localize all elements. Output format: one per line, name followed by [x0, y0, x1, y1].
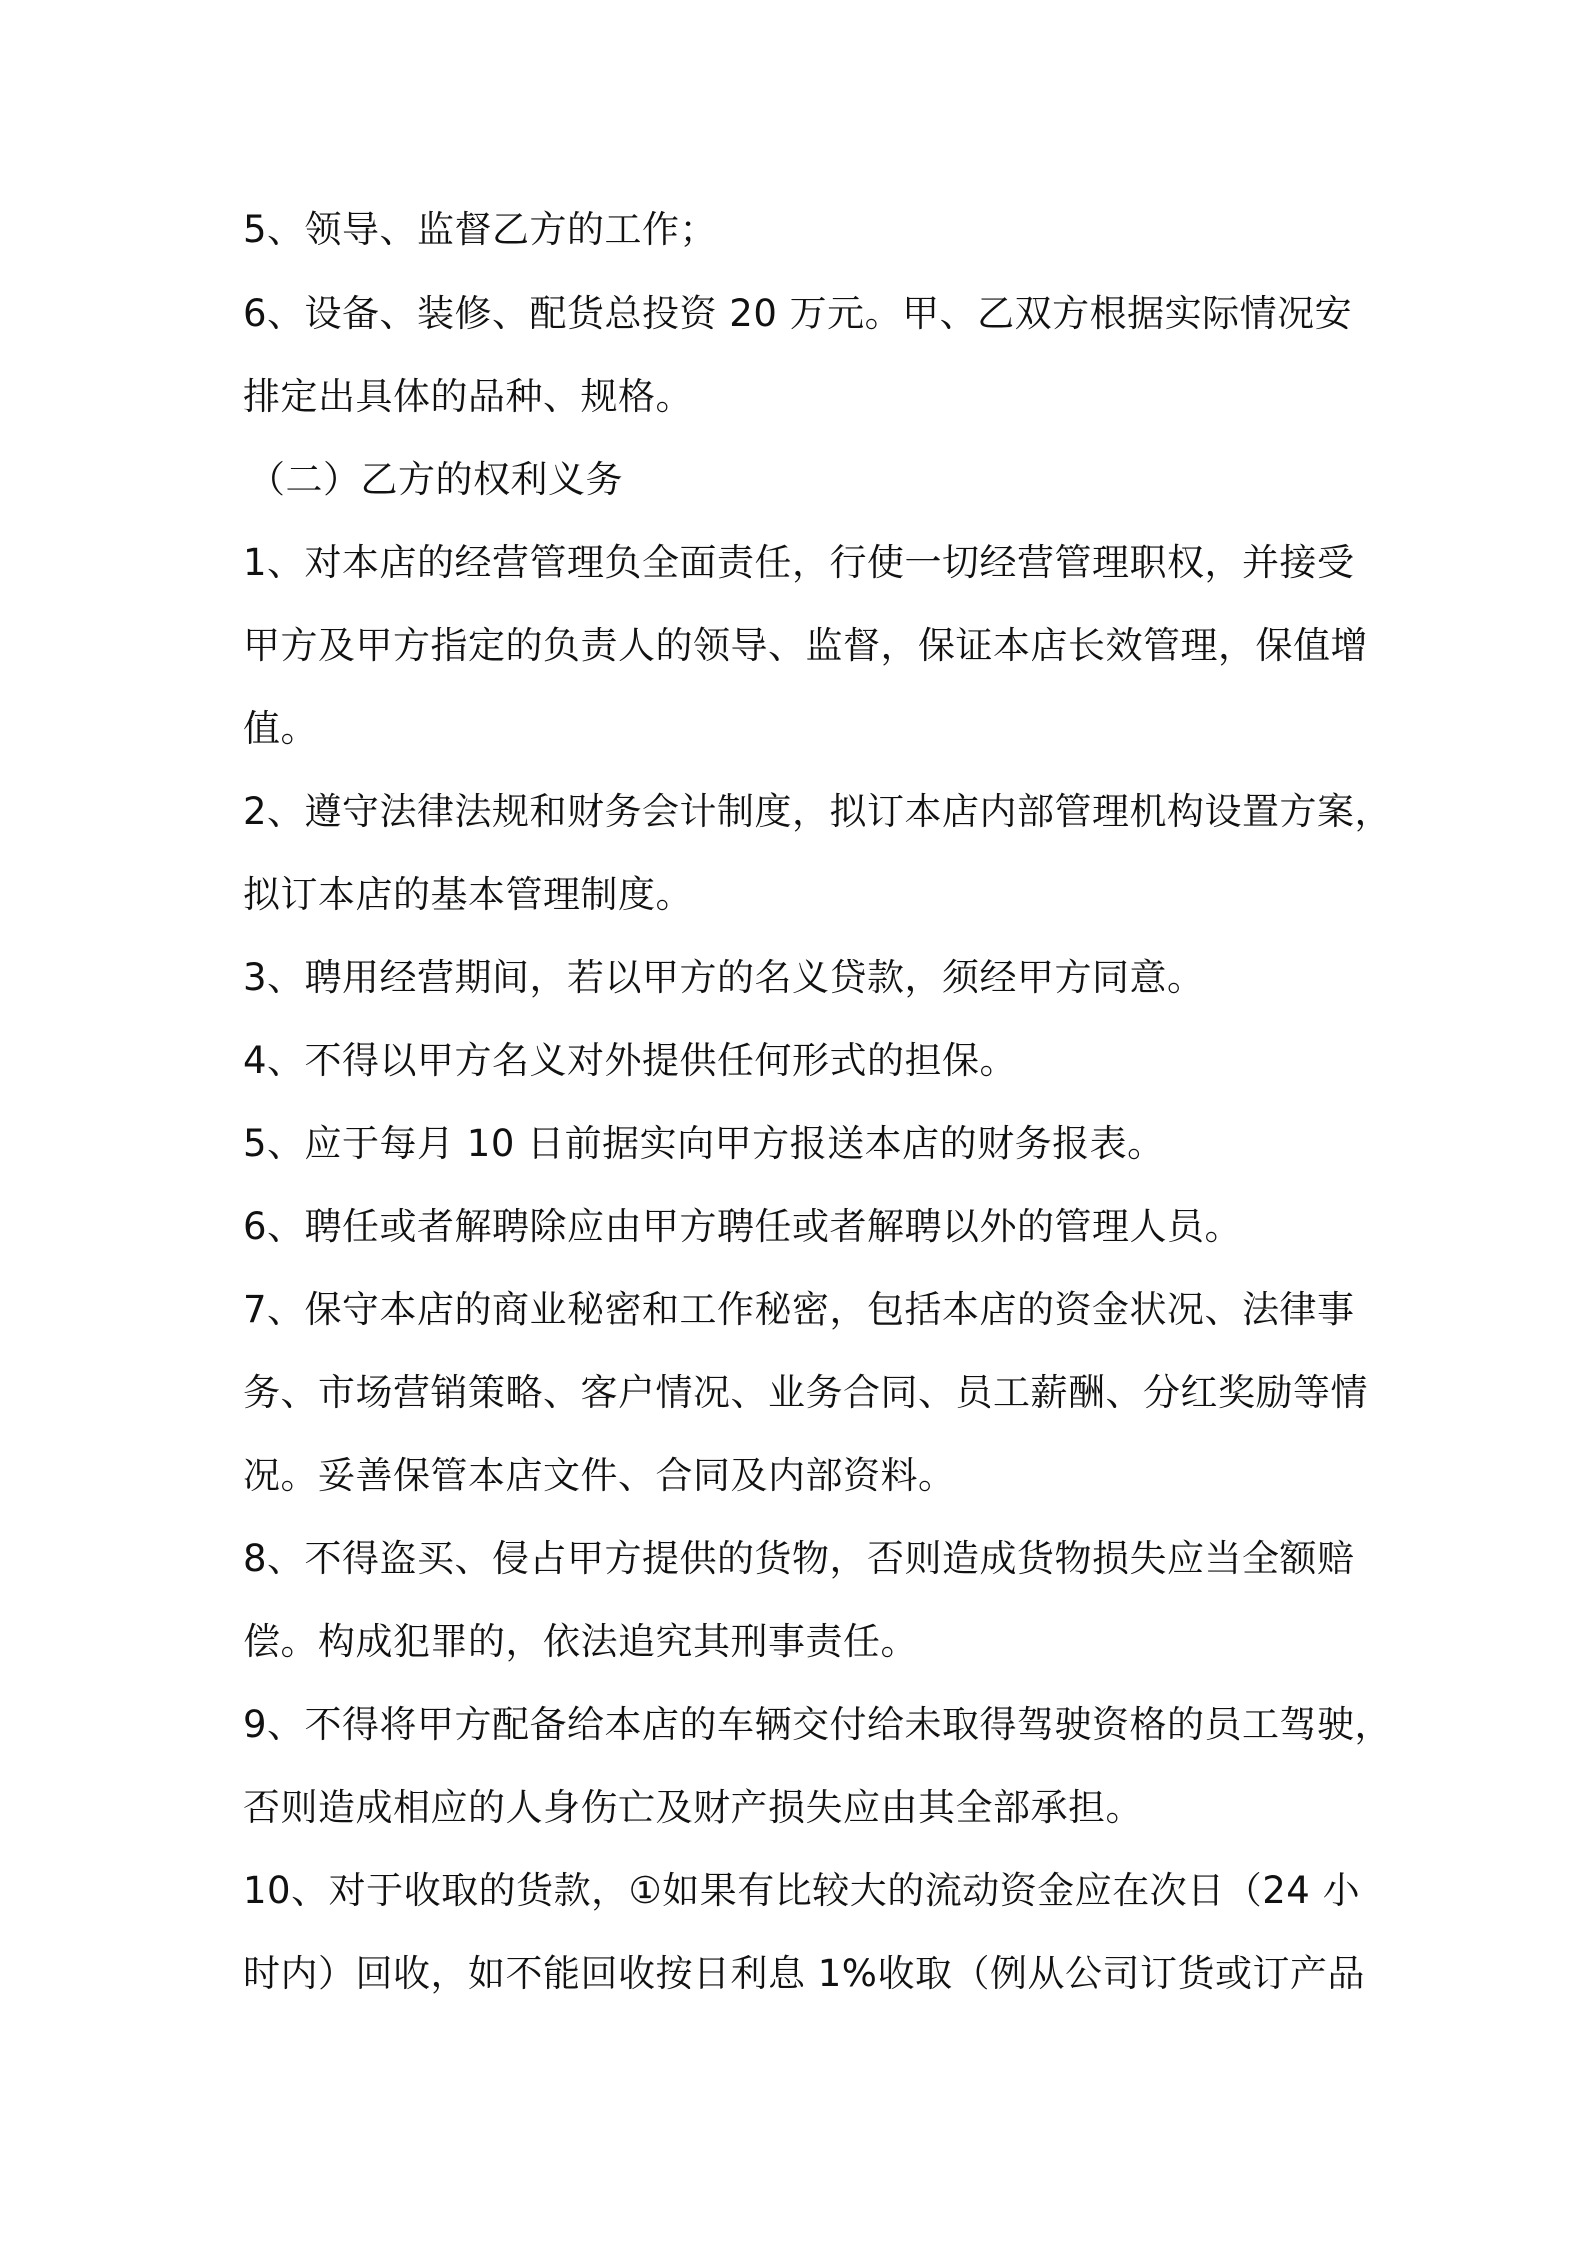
text-line: 6、设备、装修、配货总投资 20 万元。甲、乙双方根据实际情况安	[243, 292, 1353, 335]
text-line: 9、不得将甲方配备给本店的车辆交付给未取得驾驶资格的员工驾驶，	[243, 1703, 1393, 1746]
text-line: 2、遵守法律法规和财务会计制度，拟订本店内部管理机构设置方案，	[243, 790, 1393, 833]
text-line: 1、对本店的经营管理负全面责任，行使一切经营管理职权，并接受	[243, 541, 1355, 584]
text-line: 务、市场营销策略、客户情况、业务合同、员工薪酬、分红奖励等情	[243, 1371, 1368, 1414]
text-line: 甲方及甲方指定的负责人的领导、监督，保证本店长效管理，保值增	[243, 624, 1368, 667]
text-line: 5、领导、监督乙方的工作；	[243, 208, 718, 251]
text-line: 5、应于每月 10 日前据实向甲方报送本店的财务报表。	[243, 1122, 1165, 1165]
text-line: 时内）回收，如不能回收按日利息 1%收取（例从公司订货或订产品	[243, 1952, 1365, 1995]
text-line: 偿。构成犯罪的，依法追究其刑事责任。	[243, 1620, 918, 1663]
text-line: 6、聘任或者解聘除应由甲方聘任或者解聘以外的管理人员。	[243, 1205, 1243, 1248]
text-line: 3、聘用经营期间，若以甲方的名义贷款，须经甲方同意。	[243, 956, 1205, 999]
text-line: 排定出具体的品种、规格。	[243, 375, 693, 418]
text-line: 况。妥善保管本店文件、合同及内部资料。	[243, 1454, 956, 1497]
text-line: 否则造成相应的人身伤亡及财产损失应由其全部承担。	[243, 1786, 1143, 1829]
text-line: 值。	[243, 707, 318, 750]
section-heading: （二）乙方的权利义务	[248, 458, 623, 501]
text-line: 10、对于收取的货款，①如果有比较大的流动资金应在次日（24 小	[243, 1869, 1361, 1912]
text-line: 8、不得盗买、侵占甲方提供的货物，否则造成货物损失应当全额赔	[243, 1537, 1355, 1580]
text-line: 拟订本店的基本管理制度。	[243, 873, 693, 916]
text-line: 7、保守本店的商业秘密和工作秘密，包括本店的资金状况、法律事	[243, 1288, 1355, 1331]
text-line: 4、不得以甲方名义对外提供任何形式的担保。	[243, 1039, 1018, 1082]
